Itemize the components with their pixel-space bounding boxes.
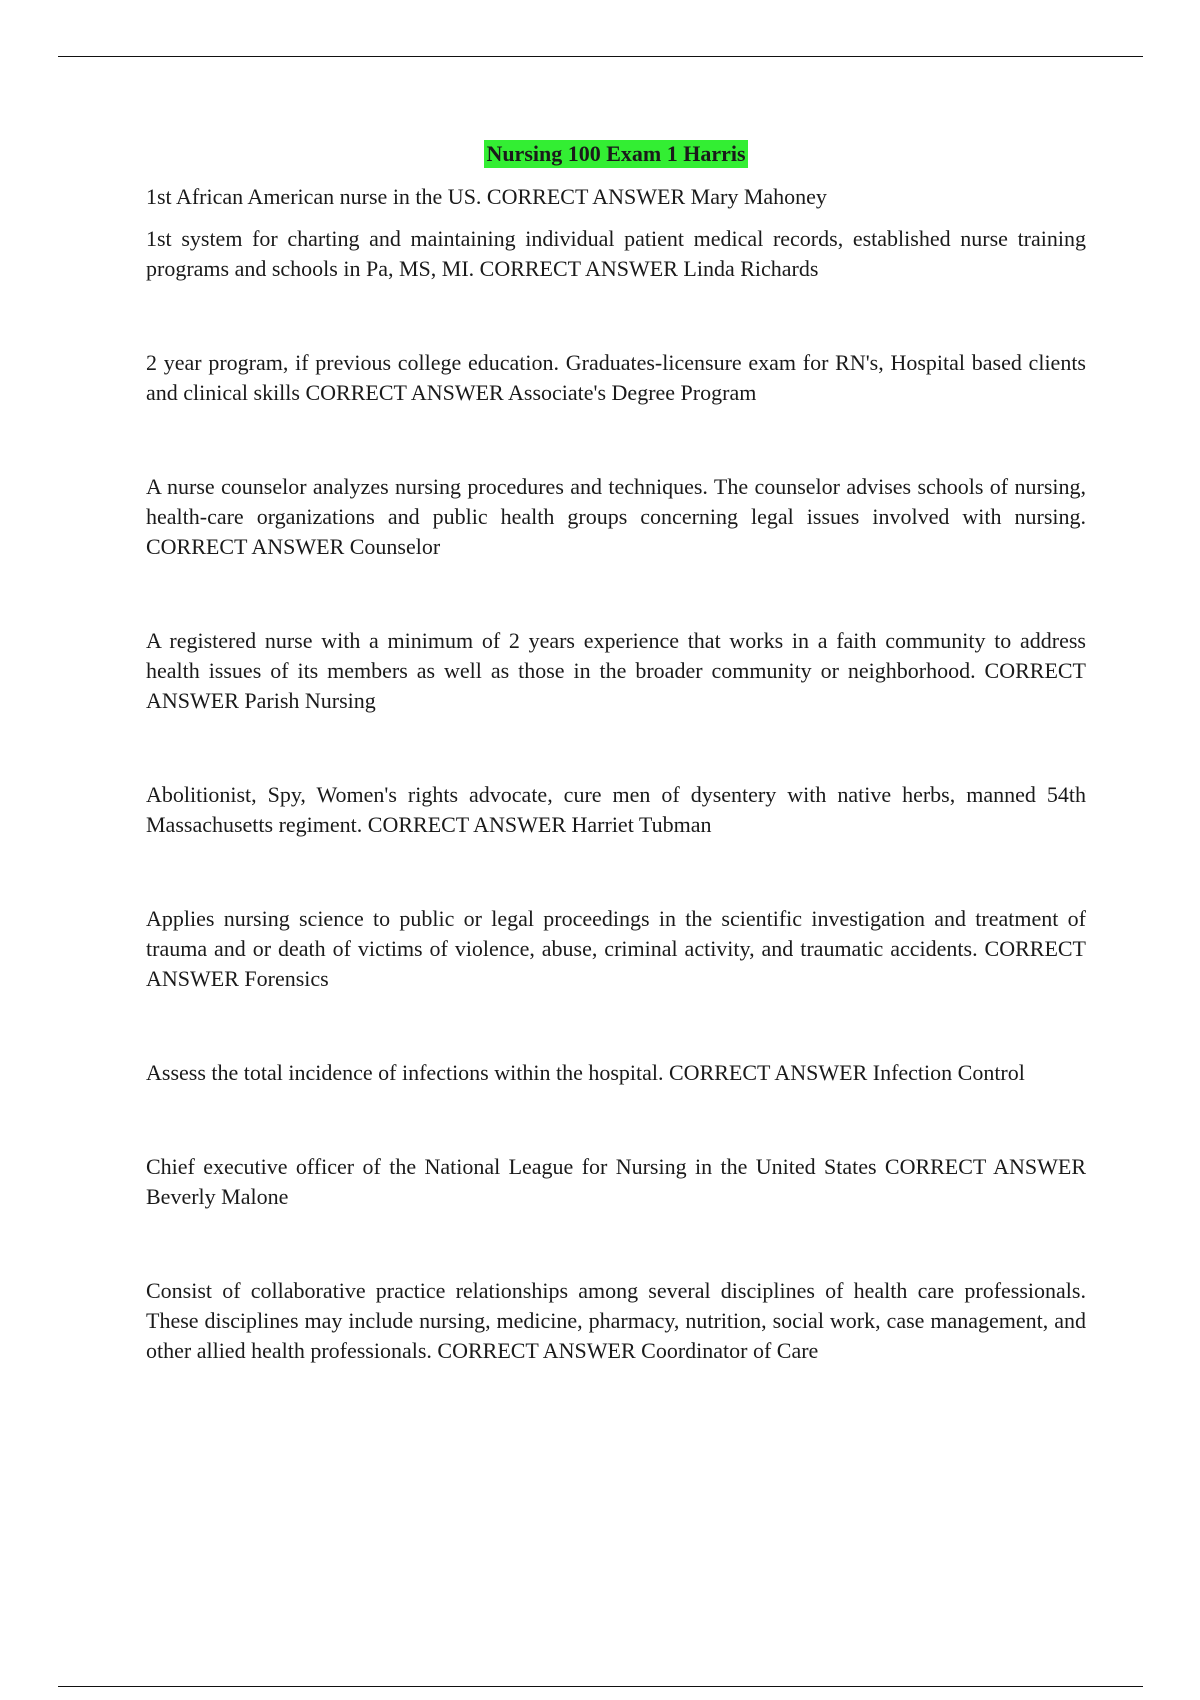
document-body — [146, 140, 1086, 1429]
qa-entry: 1st African American nurse in the US. CORRECT ANSWER Mary Mahoney — [146, 184, 827, 209]
title-wrap — [146, 140, 1086, 168]
page-title: Nursing 100 Exam 1 Harris — [486, 141, 746, 166]
qa-entry: A registered nurse with a minimum of 2 years experience that works in a faith community to address health issues of its members as well as those in the broader community or neighborhood. CORRECT ANSWER Parish Nursing — [146, 628, 1086, 713]
qa-entry: Chief executive officer of the National League for Nursing in the United States CORRECT ANSWER Beverly Malone — [146, 1154, 1086, 1209]
qa-entry: Assess the total incidence of infections within the hospital. CORRECT ANSWER Infection Control — [146, 1060, 1025, 1085]
qa-entry: Applies nursing science to public or legal proceedings in the scientific investigation and treatment of trauma and or death of victims of violence, abuse, criminal activity, and traumatic accidents. CORRECT ANSWER Forensics — [146, 906, 1086, 991]
qa-entry: 2 year program, if previous college education. Graduates-licensure exam for RN's, Hospital based clients and clinical skills CORRECT ANSWER Associate's Degree Program — [146, 350, 1086, 405]
qa-entry: 1st system for charting and maintaining individual patient medical records, established nurse training programs and schools in Pa, MS, MI. CORRECT ANSWER Linda Richards — [146, 226, 1086, 281]
qa-entry: Abolitionist, Spy, Women's rights advocate, cure men of dysentery with native herbs, manned 54th Massachusetts regiment. CORRECT ANSWER Harriet Tubman — [146, 782, 1086, 837]
footer-rule — [58, 1686, 1143, 1687]
header-rule — [58, 56, 1143, 57]
qa-entry: A nurse counselor analyzes nursing procedures and techniques. The counselor advises schools of nursing, health-care organizations and public health groups concerning legal issues involved with nursing. CORRECT ANSWER Counselor — [146, 474, 1086, 559]
qa-entry: Consist of collaborative practice relationships among several disciplines of health care professionals. These disciplines may include nursing, medicine, pharmacy, nutrition, social work, case management, and other allied health professionals. CORRECT ANSWER Coordinator of Care — [146, 1278, 1086, 1363]
